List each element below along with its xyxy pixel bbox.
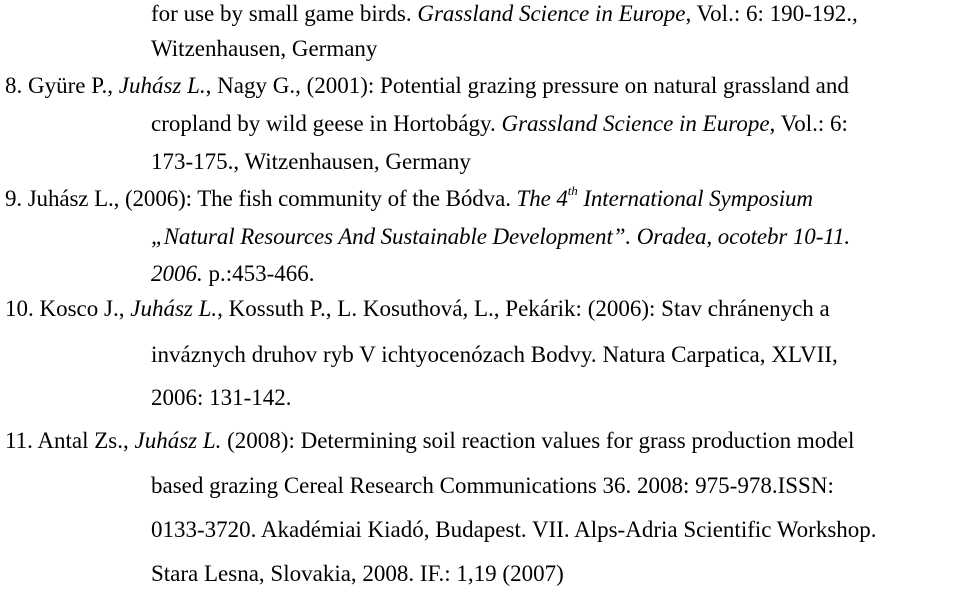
ref8-author-highlight: Juhász L.	[118, 73, 206, 98]
ref9-symposium-start: The 4	[516, 186, 568, 211]
ref10-title-cont: inváznych druhov ryb V ichtyocenózach Bodvy. Natura Carpatica, XLVII,	[151, 342, 838, 367]
ref7-place: Witzenhausen, Germany	[151, 36, 378, 61]
ref9-year: 2006.	[151, 261, 203, 286]
ref7-volume: , Vol.: 6: 190-192.,	[685, 1, 858, 26]
ref8-volume: , Vol.: 6:	[769, 111, 848, 136]
ref10-line-3	[151, 383, 292, 413]
ref8-line-1	[5, 71, 849, 101]
ref8-pages: 173-175., Witzenhausen, Germany	[151, 149, 471, 174]
ref9-symposium	[516, 183, 813, 211]
ref9-authors-title: 9. Juhász L., (2006): The fish community of the Bódva.	[5, 186, 517, 211]
ref11-publisher: 0133-3720. Akadémiai Kiadó, Budapest. VII. Alps-Adria Scientific Workshop.	[151, 517, 877, 542]
ref8-journal: Grassland Science in Europe	[501, 111, 770, 136]
ref9-line-2	[151, 222, 850, 252]
ref9-conference: „Natural Resources And Sustainable Development”. Oradea, ocotebr 10-11.	[151, 224, 851, 249]
ref8-line-2	[151, 109, 848, 139]
ref7-line-2	[151, 34, 377, 64]
ref8-title-cont: cropland by wild geese in Hortobágy.	[151, 111, 502, 136]
ref7-line-1	[151, 0, 858, 29]
ref7-text: for use by small game birds.	[151, 1, 418, 26]
ref11-place: Stara Lesna, Slovakia, 2008. IF.: 1,19 (2007)	[151, 561, 564, 586]
ref11-author-highlight: Juhász L.	[134, 428, 222, 453]
ref11-line-2	[151, 471, 834, 501]
ref7-journal: Grassland Science in Europe	[417, 1, 686, 26]
ref9-symposium-end: International Symposium	[577, 186, 813, 211]
ref8-authors: 8. Gyüre P.,	[5, 73, 119, 98]
ref10-author-highlight: Juhász L.	[130, 296, 218, 321]
ref10-pages: 2006: 131-142.	[151, 385, 292, 410]
ref9-superscript: th	[567, 183, 578, 198]
ref9-pages: p.:453-466.	[202, 261, 315, 286]
ref11-line-4	[151, 559, 564, 589]
ref11-title-cont: based grazing Cereal Research Communications 36. 2008: 975-978.ISSN:	[151, 473, 834, 498]
ref8-line-3	[151, 147, 471, 177]
ref10-line-1	[5, 294, 830, 324]
ref11-line-3	[151, 515, 877, 545]
ref10-line-2	[151, 340, 838, 370]
ref8-title: , Nagy G., (2001): Potential grazing pressure on natural grassland and	[205, 73, 849, 98]
ref10-title: , Kossuth P., L. Kosuthová, L., Pekárik: (2006): Stav chránenych a	[217, 296, 830, 321]
ref9-line-1	[5, 184, 813, 214]
ref11-line-1	[5, 426, 854, 456]
ref9-line-3	[151, 259, 315, 289]
ref10-authors: 10. Kosco J.,	[5, 296, 131, 321]
ref11-title: (2008): Determining soil reaction values for grass production model	[221, 428, 855, 453]
ref11-authors: 11. Antal Zs.,	[5, 428, 135, 453]
